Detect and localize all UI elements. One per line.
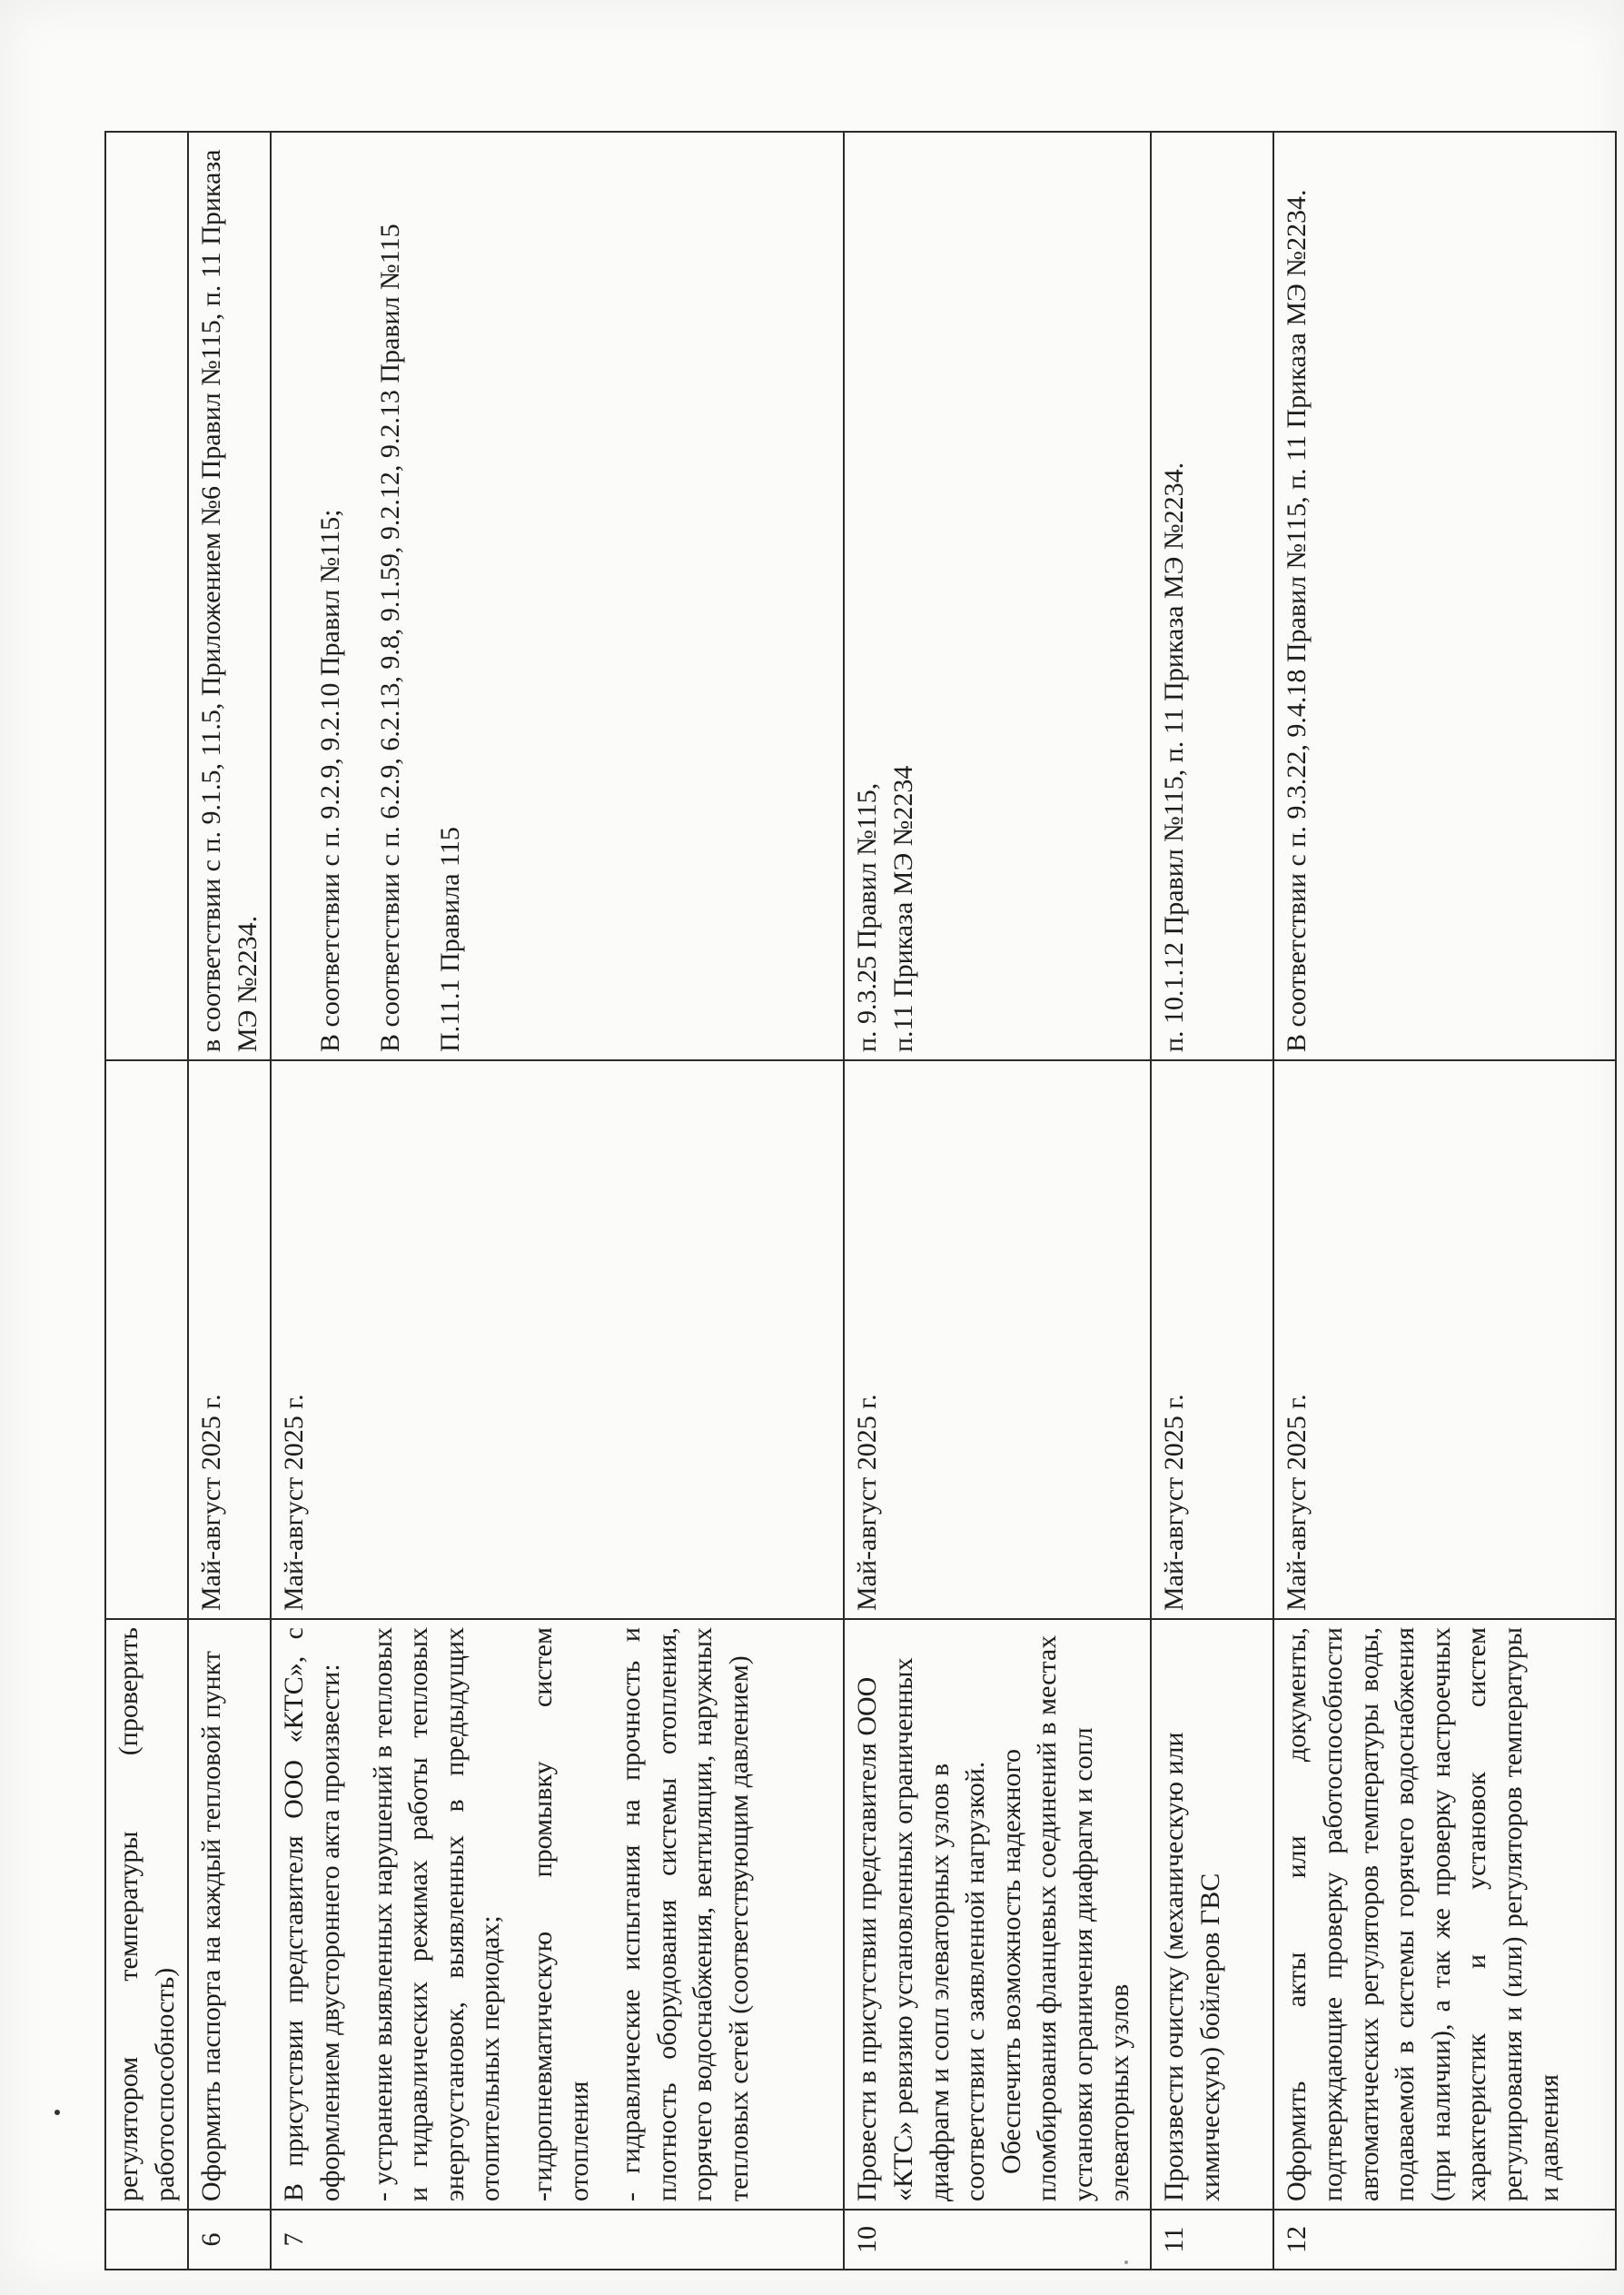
task-text: Оформить паспорта на каждый тепловой пункт [196,1651,227,2201]
task-cell [1151,1619,1273,2210]
table-row [188,132,271,2270]
task-cell [844,1619,1151,2210]
scan-speck [54,2110,60,2115]
task-text: Оформить акты или документы, подтверждающие проверку работоспособности автоматических регуляторов температуры воды, подаваемой в системы горячего водоснабжения (при наличии), а так же проверку настроечных характеристик и установок систем регулирования и (или) регуляторов температуры и давления [1282,1627,1564,2201]
reference-cell [105,132,188,1060]
row-number: 11 [1151,2210,1273,2270]
deadline-cell: Май-август 2025 г. [271,1060,844,1619]
table-row [1273,132,1616,2270]
task-item: - гидравлические испытания на прочность и плотность оборудования системы отопления, горячего водоснабжения, вентиляции, наружных тепловых сетей (соответствующим давлением) [616,1627,754,2201]
row-number: 10 [844,2210,1151,2270]
deadline-cell: Май-август 2025 г. [1273,1060,1616,1619]
scan-speck [1124,2260,1128,2264]
reference-text: п.11 Приказа МЭ №2234 [887,765,918,1052]
deadline-cell: Май-август 2025 г. [844,1060,1151,1619]
reference-text: П.11.1 Правила 115 [434,827,465,1052]
task-cell [1273,1619,1616,2210]
table-row [105,132,188,2270]
task-cell [271,1619,844,2210]
reference-text: В соответствии с п. 9.2.9, 9.2.10 Правил №115; [315,509,346,1052]
deadline-cell [105,1060,188,1619]
reference-cell [188,132,271,1060]
deadline-cell: Май-август 2025 г. [1151,1060,1273,1619]
table-row [271,132,844,2270]
reference-cell [844,132,1151,1060]
row-number [105,2210,188,2270]
reference-text: в соответствии с п. 9.1.5, 11.5, Приложением №6 Правил №115, п. 11 Приказа МЭ №2234. [196,149,262,1052]
task-text: Обеспечить возможность надежного пломбирования фланцевых соединений в местах установки ограничения диафрагм и сопл элеваторных узлов [995,1634,1134,2201]
task-text: регулятором температуры (проверить работоспособность) [114,1627,180,2201]
reference-cell [1273,132,1616,1060]
task-item: - устранение выявленных нарушений в тепловых и гидравлических режимах работы тепловых энергоустановок, выявленных в предыдущих отопительных периодах; [367,1627,506,2201]
rotated-table-page [104,133,1617,2270]
measures-table [104,131,1617,2270]
reference-text: п. 10.1.12 Правил №115, п. 11 Приказа МЭ №2234. [1159,462,1190,1052]
task-text: Провести в присутствии представителя ООО «КТС» ревизию установленных ограниченных диафрагм и сопл элеваторных узлов в соответствии с заявленной нагрузкой. [852,1657,991,2201]
task-text: Произвести очистку (механическую или химическую) бойлеров ГВС [1159,1732,1225,2201]
reference-text: В соответствии с п. 9.3.22, 9.4.18 Правил №115, п. 11 Приказа МЭ №2234. [1282,189,1312,1052]
task-cell [105,1619,188,2210]
table-row [844,132,1151,2270]
task-intro: В присутствии представителя ООО «КТС», с оформлением двустороннего акта произвести: [279,1627,345,2201]
table-row [1151,132,1273,2270]
reference-text: п. 9.3.25 Правил №115, [852,782,883,1052]
row-number: 6 [188,2210,271,2270]
reference-cell [271,132,844,1060]
task-cell [188,1619,271,2210]
row-number: 7 [271,2210,844,2270]
row-number: 12 [1273,2210,1616,2270]
reference-text: В соответствии с п. 6.2.9, 6.2.13, 9.8, 9.1.59, 9.2.12, 9.2.13 Правил №115 [374,224,405,1052]
deadline-cell: Май-август 2025 г. [188,1060,271,1619]
task-item: -гидропневматическую промывку систем отопления [527,1627,594,2201]
reference-cell [1151,132,1273,1060]
